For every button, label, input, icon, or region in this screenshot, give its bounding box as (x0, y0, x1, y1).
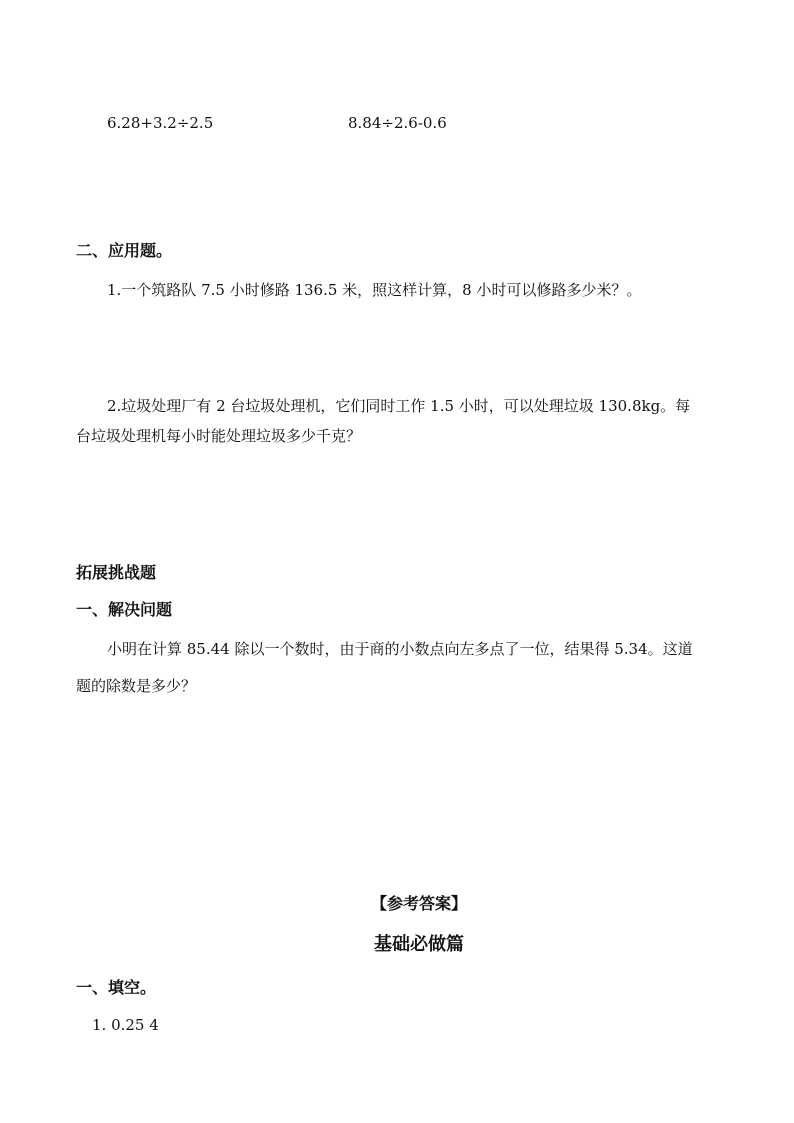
expression-left: 6.28+3.2÷2.5 (107, 114, 214, 132)
challenge-question-line-2: 题的除数是多少？ (76, 677, 197, 695)
expression-right: 8.84÷2.6-0.6 (348, 114, 447, 132)
answers-heading: 一、填空。 (76, 978, 157, 997)
challenge-question-line-1: 小明在计算 85.44 除以一个数时，由于商的小数点向左多点了一位，结果得 5.34。这道 (107, 640, 693, 658)
application-question-2-line-2: 台垃圾处理机每小时能处理垃圾多少千克？ (76, 427, 362, 445)
answer-1: 1. 0.25 4 (92, 1016, 159, 1034)
answers-title: 【参考答案】 (370, 894, 467, 913)
answers-subtitle: 基础必做篇 (374, 934, 464, 955)
challenge-heading: 一、解决问题 (76, 600, 173, 619)
challenge-title: 拓展挑战题 (76, 563, 157, 582)
section-application-heading: 二、应用题。 (76, 241, 173, 260)
application-question-2-line-1: 2.垃圾处理厂有 2 台垃圾处理机，它们同时工作 1.5 小时，可以处理垃圾 130.8kg。每 (107, 397, 691, 415)
application-question-1: 1.一个筑路队 7.5 小时修路 136.5 米，照这样计算，8 小时可以修路多少米？。 (107, 281, 642, 299)
